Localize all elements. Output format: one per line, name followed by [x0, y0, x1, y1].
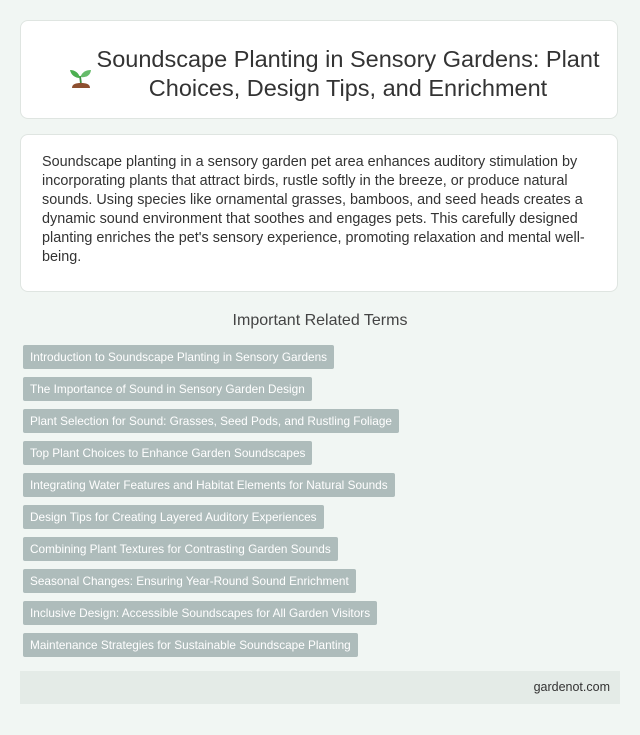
related-terms-heading: Important Related Terms [232, 312, 408, 329]
term-tag[interactable]: Maintenance Strategies for Sustainable Soundscape Planting [23, 633, 358, 657]
related-terms-list [23, 345, 617, 665]
footer-site-link[interactable]: gardenot.com [533, 680, 610, 694]
intro-card [20, 134, 618, 292]
term-tag[interactable]: Design Tips for Creating Layered Auditory Experiences [23, 505, 324, 529]
term-tag[interactable]: Seasonal Changes: Ensuring Year-Round Sound Enrichment [23, 569, 356, 593]
term-tag[interactable]: Introduction to Soundscape Planting in Sensory Gardens [23, 345, 334, 369]
term-tag[interactable]: Inclusive Design: Accessible Soundscapes for All Garden Visitors [23, 601, 377, 625]
footer [20, 671, 620, 704]
page-title: Soundscape Planting in Sensory Gardens: Plant Choices, Design Tips, and Enrichment [96, 46, 600, 101]
term-tag[interactable]: Combining Plant Textures for Contrasting Garden Sounds [23, 537, 338, 561]
title-card [20, 20, 618, 119]
term-tag[interactable]: Top Plant Choices to Enhance Garden Soundscapes [23, 441, 312, 465]
term-tag[interactable]: Plant Selection for Sound: Grasses, Seed Pods, and Rustling Foliage [23, 409, 399, 433]
term-tag[interactable]: The Importance of Sound in Sensory Garden Design [23, 377, 312, 401]
term-tag[interactable]: Integrating Water Features and Habitat Elements for Natural Sounds [23, 473, 395, 497]
intro-paragraph: Soundscape planting in a sensory garden pet area enhances auditory stimulation by incorporating plants that attract birds, rustle softly in the breeze, or produce natural sounds. Using species like ornamental grasses, bamboos, and seed heads creates a dynamic sound environment that soothes and engages pets. This carefully designed planting enriches the pet's sensory experience, promoting relaxation and mental well-being. [42, 154, 585, 265]
